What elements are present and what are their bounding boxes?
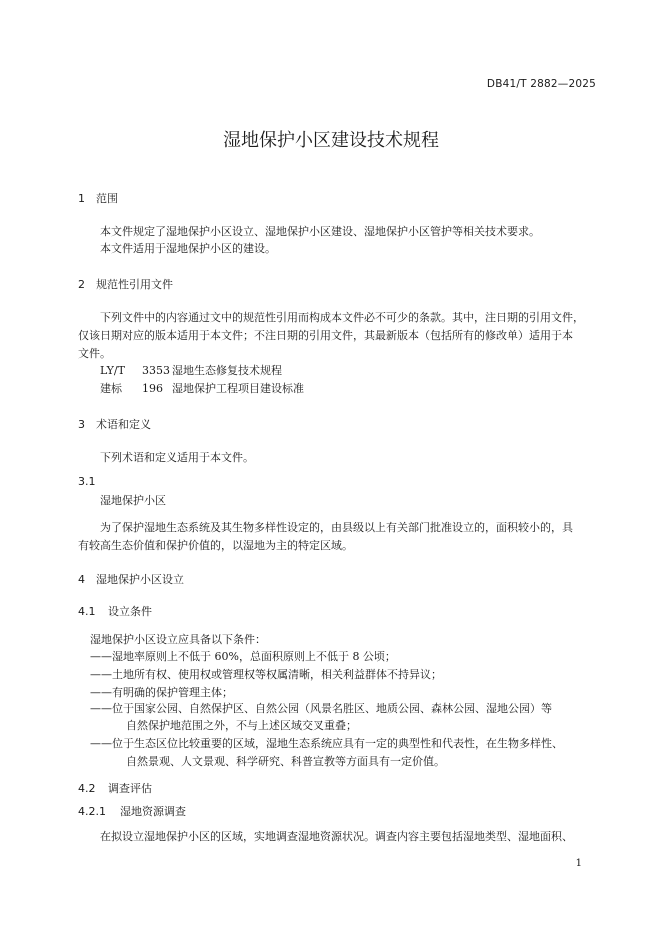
document-number: DB41/T 2882—2025 [486,78,596,90]
section-4-heading [78,571,184,587]
list-item-continuation: 自然保护地范围之外，不与上述区域交叉重叠； [126,719,357,732]
term-number: 3.1 [78,475,96,488]
document-title: 湿地保护小区建设技术规程 [223,130,439,151]
subsection-number: 4.2.1 [78,805,106,818]
reference-item [100,362,282,378]
section-title: 湿地保护小区设立 [96,573,184,586]
subsection-title: 设立条件 [108,605,152,618]
section-number: 3 [78,418,85,431]
reference-item [100,380,304,396]
section-title: 规范性引用文件 [96,278,173,291]
ref-name: 湿地保护工程项目建设标准 [172,382,304,395]
subsection-title: 湿地资源调查 [120,805,186,818]
ref-number: 3353 [142,364,170,377]
paragraph: 本文件规定了湿地保护小区设立、湿地保护小区建设、湿地保护小区管护等相关技术要求。 [100,225,540,238]
paragraph-line: 下列文件中的内容通过文中的规范性引用而构成本文件必不可少的条款。其中，注日期的引用文件， [100,311,584,324]
list-item: ——位于生态区位比较重要的区域，湿地生态系统应具有一定的典型性和代表性，在生物多样性、 [90,737,563,750]
section-2-heading [78,276,173,292]
list-item: ——位于国家公园、自然保护区、自然公园（风景名胜区、地质公园、森林公园、湿地公园）等 [90,702,552,715]
list-item: ——土地所有权、使用权或管理权等权属清晰，相关利益群体不持异议； [90,668,442,681]
subsection-number: 4.1 [78,605,96,618]
ref-name: 湿地生态修复技术规程 [172,364,282,377]
paragraph: 下列术语和定义适用于本文件。 [100,451,254,464]
list-item: ——湿地率原则上不低于 60%，总面积原则上不低于 8 公顷； [90,650,396,663]
term-name: 湿地保护小区 [100,494,166,507]
section-title: 术语和定义 [96,418,151,431]
section-title: 范围 [96,192,118,205]
subsection-4-2-1-heading [78,803,186,819]
section-number: 1 [78,192,85,205]
section-3-heading [78,416,151,432]
list-item-continuation: 自然景观、人文景观、科学研究、科普宣教等方面具有一定价值。 [126,755,445,768]
section-1-heading [78,190,118,206]
paragraph-line: 仅该日期对应的版本适用于本文件；不注日期的引用文件，其最新版本（包括所有的修改单）适用于本 [78,329,573,342]
section-number: 4 [78,573,85,586]
subsection-number: 4.2 [78,782,96,795]
subsection-4-2-heading [78,780,152,796]
paragraph-line: 文件。 [78,347,111,360]
section-number: 2 [78,278,85,291]
paragraph: 湿地保护小区设立应具备以下条件： [90,633,266,646]
subsection-title: 调查评估 [108,782,152,795]
page-number: 1 [575,858,582,869]
ref-number: 196 [142,382,163,395]
list-item: ——有明确的保护管理主体； [90,686,233,699]
definition-line: 有较高生态价值和保护价值的，以湿地为主的特定区域。 [78,539,353,552]
paragraph: 本文件适用于湿地保护小区的建设。 [100,242,276,255]
definition-line: 为了保护湿地生态系统及其生物多样性设定的，由县级以上有关部门批准设立的，面积较小的，具 [100,521,573,534]
ref-code: LY/T [100,364,125,377]
subsection-4-1-heading [78,603,152,619]
ref-code: 建标 [100,382,122,395]
paragraph-line: 在拟设立湿地保护小区的区域，实地调查湿地资源状况。调查内容主要包括湿地类型、湿地面积、 [100,830,573,843]
